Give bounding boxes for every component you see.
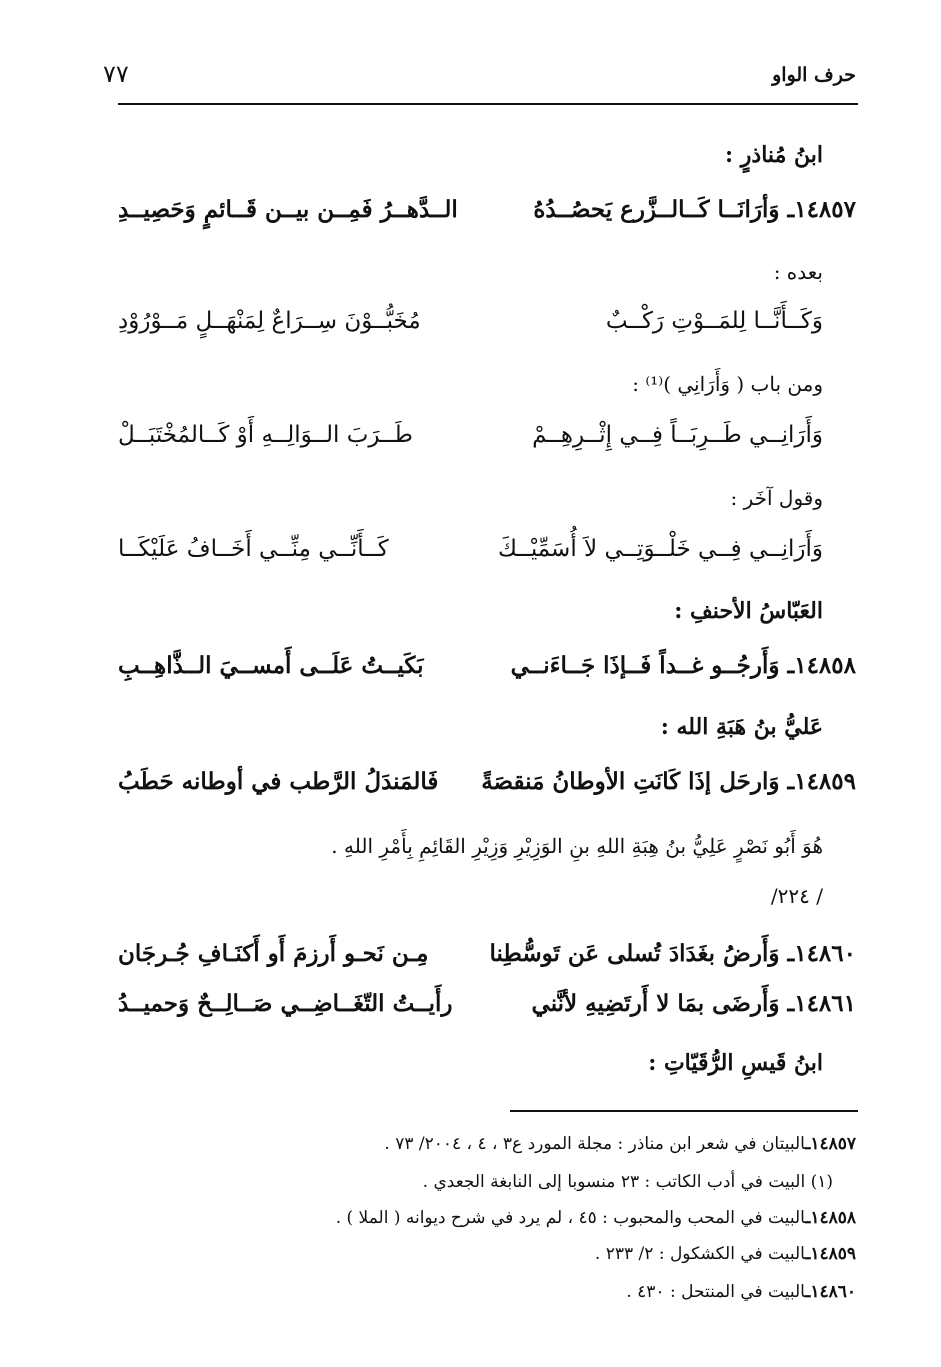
poet-name-ali-bin-hibat-allah: عَليُّ بنُ هَبَةِ الله : — [660, 714, 823, 740]
verse-extra-3-second-hemistich: كَــأَنِّــي مِنِّــي أَخَــافُ عَلَيْكَــا — [118, 536, 389, 562]
footnote-14860 — [626, 1282, 856, 1302]
footnote-text: البيت في أدب الكاتب : ٢٣ منسوبا إلى النابغة الجعدي . — [422, 1172, 806, 1192]
verse-14861-second-hemistich: رأَيــتُ التّغَــاضِــي صَــالِــحٌ وَحميــدُ — [118, 990, 453, 1017]
footnote-14858 — [336, 1208, 856, 1228]
verse-14860-second-hemistich: مِـن نَحـو أَرزمَ أَو أَكنَـافِ جُـرجَان — [118, 940, 429, 967]
first-hemistich-text: وَأرَانَــا كَــالــزَّرع يَحصُــدُهُ — [533, 196, 780, 223]
first-hemistich-text: وَأَرضَى بمَا لا أَرتَضِيهِ لأنَّني — [531, 990, 780, 1017]
footnote-1 — [423, 1172, 833, 1192]
footnote-14857 — [384, 1134, 856, 1154]
poet-name-ibn-munadhir: ابنُ مُناذرٍ : — [725, 142, 823, 168]
verse-extra-1-first-hemistich: وَكَــأَنَّــا لِلمَــوْتِ رَكْــبٌ — [605, 308, 823, 334]
footnote-text: البيت في المنتحل : ٤٣٠ . — [626, 1282, 806, 1302]
verse-14858-second-hemistich: بَكَيــتُ عَلَــى أَمســيَ الــذَّاهِــبِ — [118, 652, 424, 679]
footnote-number: ١٤٨٥٨ـ — [805, 1208, 856, 1228]
header-rule — [118, 103, 858, 105]
verse-number: ١٤٨٦٠ـ — [787, 940, 856, 967]
verse-extra-1-second-hemistich: مُخَبُّــوْنَ سِــرَاعٌ لِمَنْهَــلٍ مَــوْرُوْدِ — [118, 308, 421, 334]
note-baadahu: بعده : — [773, 260, 823, 284]
verse-number: ١٤٨٥٩ـ — [787, 768, 856, 795]
footnote-number: ١٤٨٦٠ـ — [805, 1282, 856, 1302]
note-qawl-akhar: وقول آخَر : — [730, 486, 823, 510]
verse-14860-first-hemistich — [490, 940, 857, 967]
verse-number: ١٤٨٥٧ـ — [787, 196, 856, 223]
verse-extra-2-first-hemistich: وَأَرَانِــي طَــرِبَــاً فِــي إِثْــرِهِــمْ — [532, 422, 823, 448]
verse-extra-3-first-hemistich: وَأَرَانِــي فِــي خَلْــوَتِــي لاَ أُسَمِّيْــكَ — [497, 536, 823, 562]
note-min-bab: ومن باب ( وَأَرَانِي )⁽¹⁾ : — [632, 372, 823, 396]
footnote-text: البيتان في شعر ابن مناذر : مجلة المورد ع٣ ، ٤ ، ٢٠٠٤/ ٧٣ . — [384, 1134, 806, 1154]
poet-name-al-abbas: العَبّاسُ الأحنفِ : — [674, 598, 823, 624]
first-hemistich-text: وَارحَل إذَا كَانَتِ الأوطانُ مَنقصَةً — [481, 768, 780, 795]
note-biography: هُوَ أَبُو نَصْرٍ عَلِيُّ بنُ هِبَةِ اللهِ بنِ الوَزِيْرِ وَزِيْرِ القَائِمِ بِأَمْرِ اللهِ . — [331, 834, 823, 858]
verse-14861-first-hemistich — [532, 990, 856, 1017]
first-hemistich-text: وَأَرجُــو غــداً فَــإذَا جَــاءَنــي — [510, 652, 780, 679]
verse-14859-second-hemistich: فَالمَندَلُ الرَّطب في أوطانه حَطَبُ — [118, 768, 439, 795]
footnote-number: ١٤٨٥٧ـ — [805, 1134, 856, 1154]
verse-extra-2-second-hemistich: طَــرَبَ الــوَالِــهِ أَوْ كَــالمُخْتَبَــلْ — [118, 422, 413, 448]
first-hemistich-text: وَأَرضُ بغَدَادَ تُسلى عَن تَوسُّطِنا — [489, 940, 780, 967]
footnote-14859 — [595, 1244, 856, 1264]
footnote-rule — [510, 1110, 858, 1112]
page-number: ٧٧ — [103, 60, 129, 88]
poet-name-ibn-qays: ابنُ قَيسِ الرُّقَيّاتِ : — [648, 1050, 823, 1076]
verse-14859-first-hemistich — [481, 768, 856, 795]
footnote-text: البيت في الكشكول : ٢/ ٢٣٣ . — [594, 1244, 806, 1264]
footnote-number: (١) — [810, 1172, 833, 1192]
verse-14857-first-hemistich — [533, 196, 856, 223]
manuscript-page-marker: / ٢٢٤/ — [770, 884, 823, 908]
verse-number: ١٤٨٦١ـ — [787, 990, 856, 1017]
footnote-text: البيت في المحب والمحبوب : ٤٥ ، لم يرد في شرح ديوانه ( الملا ) . — [335, 1208, 806, 1228]
verse-14858-first-hemistich — [511, 652, 856, 679]
verse-number: ١٤٨٥٨ـ — [787, 652, 856, 679]
verse-14857-second-hemistich: الــدَّهــرُ فَمِــن بيــن قَــائمٍ وَحَصِيــدِ — [118, 196, 458, 223]
running-title: حرف الواو — [772, 64, 856, 86]
footnote-number: ١٤٨٥٩ـ — [805, 1244, 856, 1264]
